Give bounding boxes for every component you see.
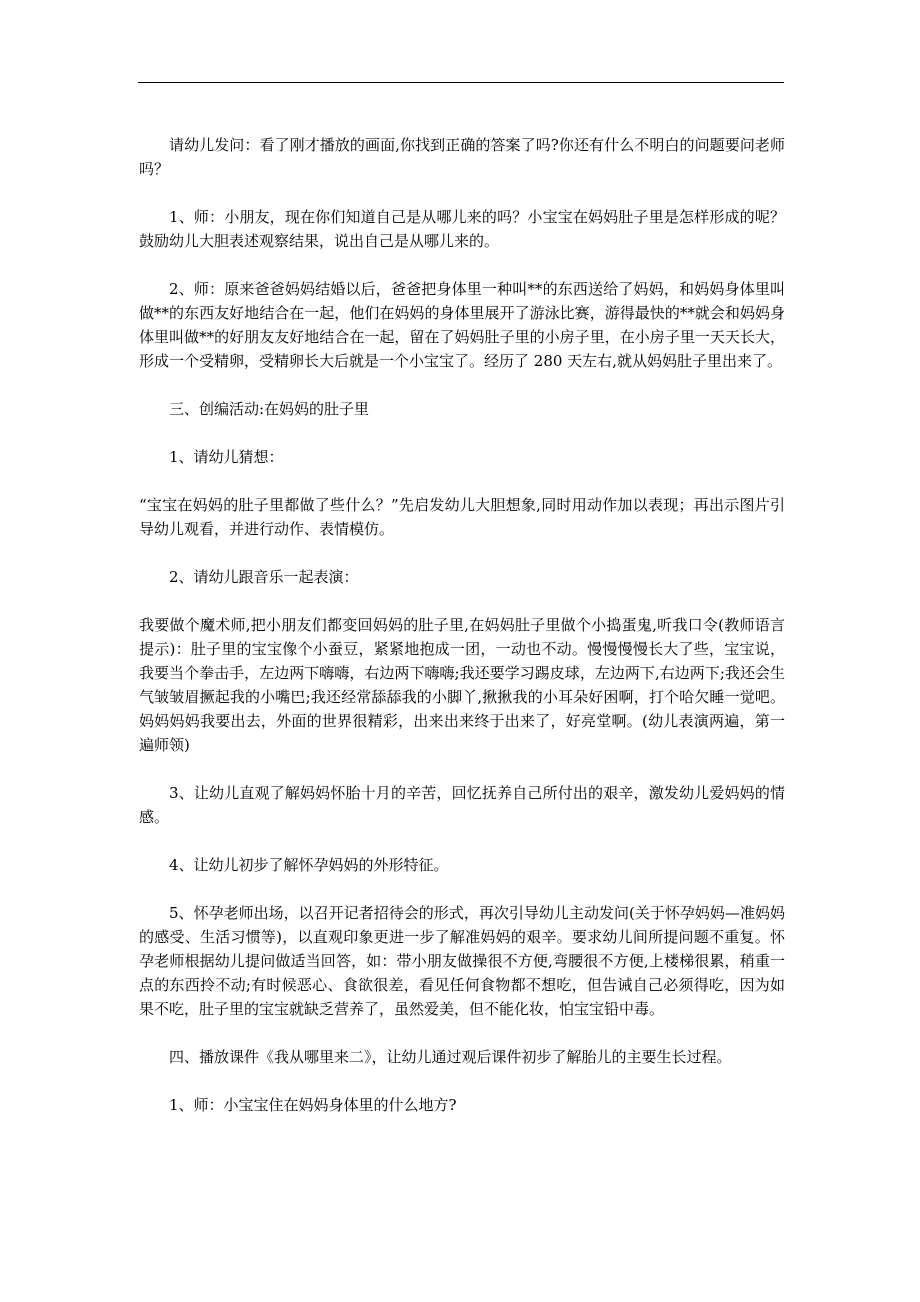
paragraph-8: 我要做个魔术师,把小朋友们都变回妈妈的肚子里,在妈妈肚子里做个小捣蛋鬼,听我口令(教师语言提示)：肚子里的宝宝像个小蚕豆，紧紧地抱成一团，一动也不动。慢慢慢慢长大了些，宝宝说，我要当个拳击手，左边两下嗨嗨，右边两下嗨嗨;我还要学习踢皮球，左边两下,右边两下;我还会生气皱皱眉撅起我的小嘴巴;我还经常舔舔我的小脚丫,揪揪我的小耳朵好困啊，打个哈欠睡一觉吧。妈妈妈妈我要出去，外面的世界很精彩，出来出来终于出来了，好亮堂啊。(幼儿表演两遍，第一遍师领) <box>139 616 785 754</box>
paragraph-10: 4、让幼儿初步了解怀孕妈妈的外形特征。 <box>169 856 449 874</box>
paragraph-13: 1、师：小宝宝住在妈妈身体里的什么地方? <box>169 1096 457 1114</box>
paragraph-11: 5、怀孕老师出场，以召开记者招待会的形式，再次引导幼儿主动发问(关于怀孕妈妈—准妈妈的感受、生活习惯等)，以直观印象更进一步了解准妈妈的艰辛。要求幼儿间所提问题不重复。怀孕老师根据幼儿提问做适当回答，如：带小朋友做操很不方便,弯腰很不方便,上楼梯很累，稍重一点的东西拎不动;有时候恶心、食欲很差，看见任何食物都不想吃，但告诫自己必须得吃，因为如果不吃，肚子里的宝宝就缺乏营养了，虽然爱美，但不能化妆，怕宝宝铅中毒。 <box>139 904 785 1018</box>
header-rule <box>138 82 784 83</box>
paragraph-9: 3、让幼儿直观了解妈妈怀胎十月的辛苦，回忆抚养自己所付出的艰辛，激发幼儿爱妈妈的情感。 <box>139 784 785 826</box>
section-heading-4: 四、播放课件《我从哪里来二》，让幼儿通过观后课件初步了解胎儿的主要生长过程。 <box>169 1048 732 1066</box>
paragraph-1: 请幼儿发问：看了刚才播放的画面,你找到正确的答案了吗?你还有什么不明白的问题要问老师吗？ <box>139 136 785 178</box>
paragraph-3: 2、师：原来爸爸妈妈结婚以后，爸爸把身体里一种叫**的东西送给了妈妈，和妈妈身体里叫做**的东西友好地结合在一起，他们在妈妈的身体里展开了游泳比赛，游得最快的**就会和妈妈身体里叫做**的好朋友友好地结合在一起，留在了妈妈肚子里的小房子里，在小房子里一天天长大，形成一个受精卵，受精卵长大后就是一个小宝宝了。经历了 280 天左右,就从妈妈肚子里出来了。 <box>139 280 785 370</box>
document-body <box>139 133 785 1141</box>
paragraph-2: 1、师：小朋友，现在你们知道自己是从哪儿来的吗？小宝宝在妈妈肚子里是怎样形成的呢？鼓励幼儿大胆表述观察结果，说出自己是从哪儿来的。 <box>139 208 785 250</box>
paragraph-6: “宝宝在妈妈的肚子里都做了些什么？”先启发幼儿大胆想象,同时用动作加以表现；再出示图片引导幼儿观看，并进行动作、表情模仿。 <box>139 496 785 538</box>
paragraph-7: 2、请幼儿跟音乐一起表演： <box>169 568 359 586</box>
section-heading-3: 三、创编活动:在妈妈的肚子里 <box>169 400 370 418</box>
paragraph-5: 1、请幼儿猜想： <box>169 448 284 466</box>
